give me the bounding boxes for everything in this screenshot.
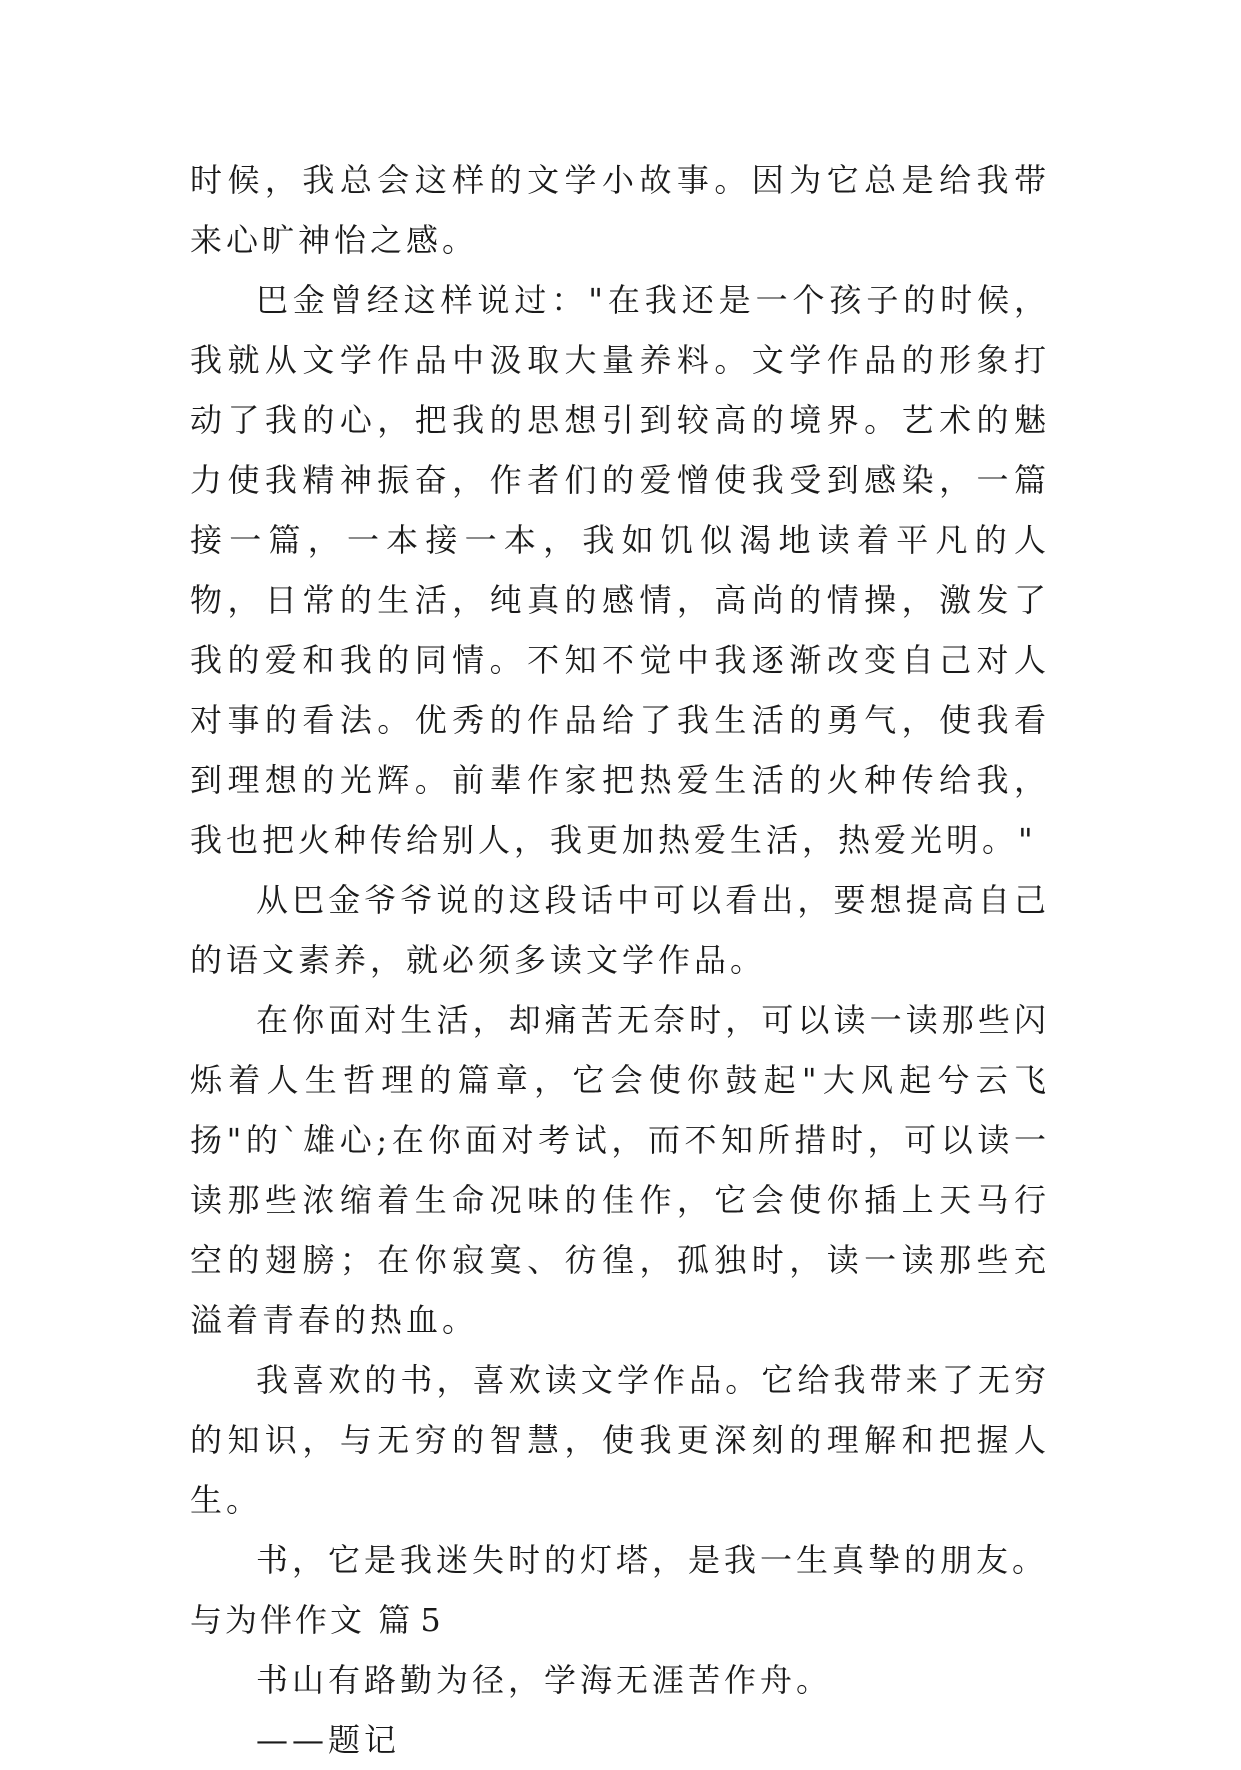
paragraph-5: 我喜欢的书，喜欢读文学作品。它给我带来了无穷的知识，与无穷的智慧，使我更深刻的理解和把握人生。 [190, 1361, 1050, 1519]
paragraph-2: 巴金曾经这样说过："在我还是一个孩子的时候，我就从文学作品中汲取大量养料。文学作品的形象打动了我的心，把我的思想引到较高的境界。艺术的魅力使我精神振奋，作者们的爱憎使我受到感染，一篇接一篇，一本接一本，我如饥似渴地读着平凡的人物，日常的生活，纯真的感情，高尚的情操，激发了我的爱和我的同情。不知不觉中我逐渐改变自己对人对事的看法。优秀的作品给了我生活的勇气，使我看到理想的光辉。前辈作家把热爱生活的火种传给我，我也把火种传给别人，我更加热爱生活，热爱光明。" [190, 281, 1050, 859]
section-heading [190, 1590, 1050, 1650]
paragraph-6: 书，它是我迷失时的灯塔，是我一生真挚的朋友。 [256, 1541, 1049, 1579]
section-title: 与为伴作文 [190, 1601, 366, 1639]
section-epigraph: ——题记 [256, 1721, 401, 1759]
document-body [190, 150, 1050, 1770]
section-label: 篇 5 [378, 1601, 441, 1639]
section-paragraph-1: 书山有路勤为径，学海无涯苦作舟。 [256, 1661, 833, 1699]
paragraph-3: 从巴金爷爷说的这段话中可以看出，要想提高自己的语文素养，就必须多读文学作品。 [190, 881, 1050, 979]
paragraph-1: 时候，我总会这样的文学小故事。因为它总是给我带来心旷神怡之感。 [190, 161, 1050, 259]
paragraph-4: 在你面对生活，却痛苦无奈时，可以读一读那些闪烁着人生哲理的篇章，它会使你鼓起"大风起兮云飞扬"的`雄心;在你面对考试，而不知所措时，可以读一读那些浓缩着生命况味的佳作，它会使你插上天马行空的翅膀；在你寂寞、彷徨，孤独时，读一读那些充溢着青春的热血。 [190, 1001, 1050, 1339]
